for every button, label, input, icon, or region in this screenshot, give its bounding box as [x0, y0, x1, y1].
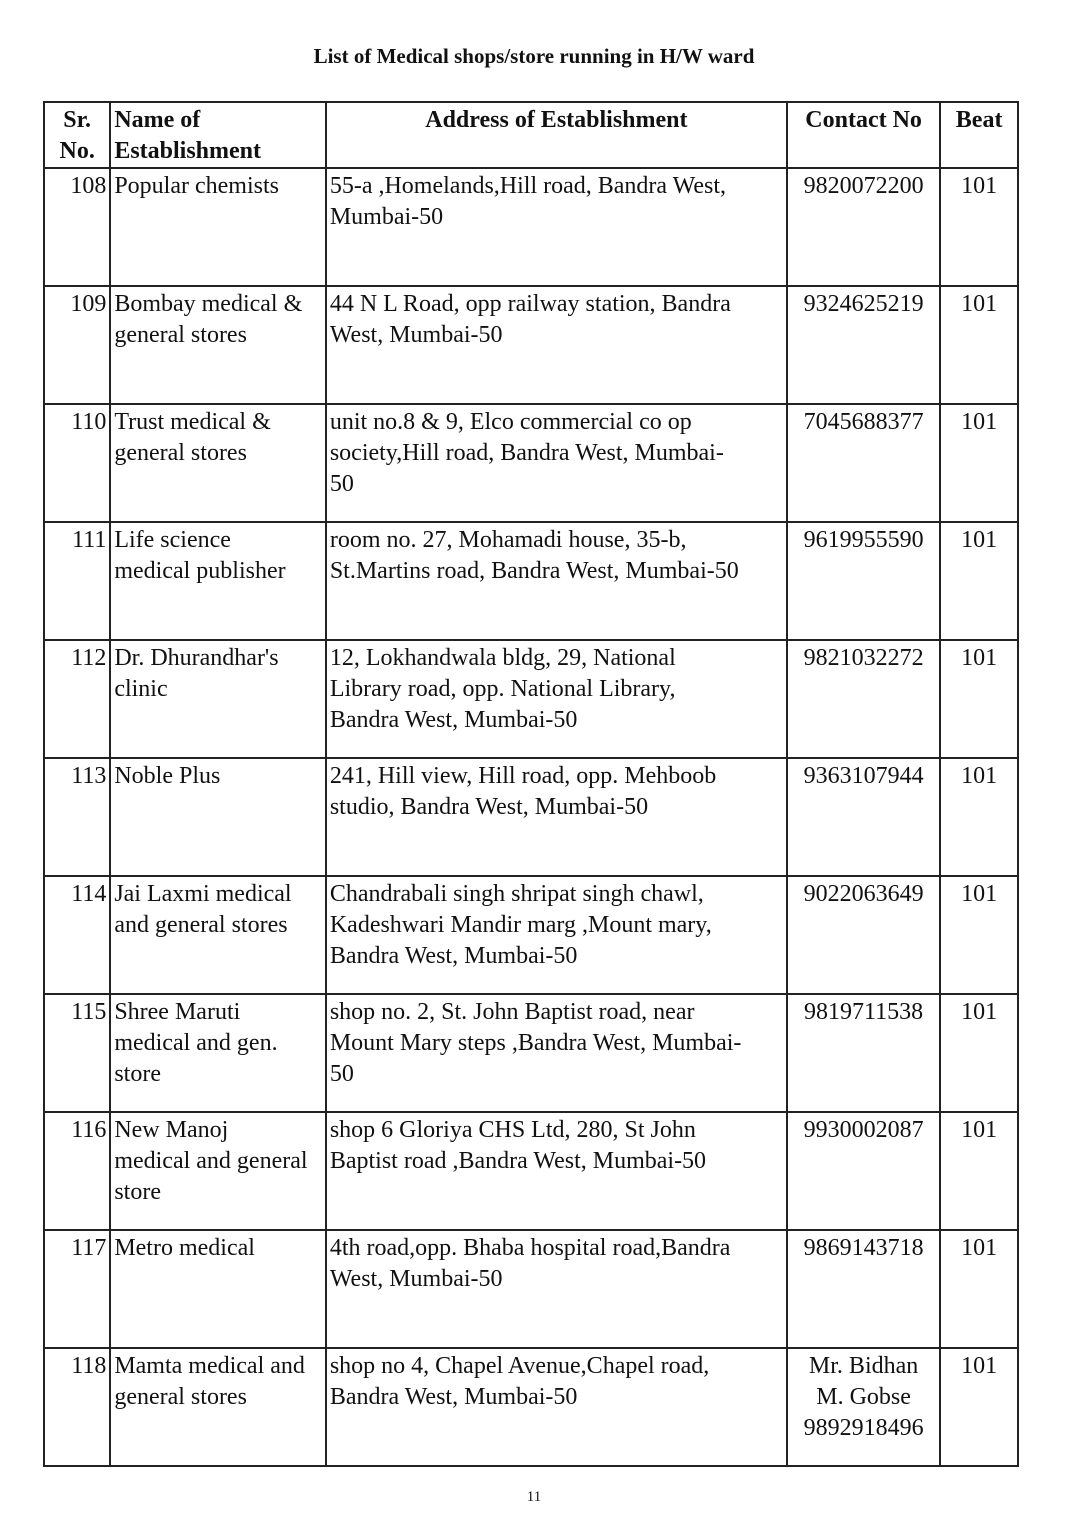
cell-sr-no: 117: [44, 1230, 110, 1348]
cell-name: [110, 1112, 326, 1230]
header-text: Name of: [114, 107, 201, 133]
cell-address-line: 50: [329, 471, 354, 497]
cell-address: [326, 1112, 787, 1230]
cell-contact-line: 9022063649: [803, 881, 924, 907]
cell-name-line: general stores: [114, 322, 247, 348]
cell-address: [326, 522, 787, 640]
cell-name: [110, 640, 326, 758]
cell-name-line: Shree Maruti: [114, 999, 241, 1025]
table-row: [44, 286, 1018, 404]
cell-address-line: shop no 4, Chapel Avenue,Chapel road,: [329, 1353, 710, 1379]
column-header-contact: Contact No: [787, 102, 940, 168]
cell-name-line: Metro medical: [114, 1235, 255, 1261]
cell-contact-line: 9892918496: [803, 1415, 924, 1441]
cell-name-line: Noble Plus: [114, 763, 221, 789]
cell-address: [326, 758, 787, 876]
cell-contact: [787, 168, 940, 286]
cell-address: [326, 168, 787, 286]
table-row: [44, 404, 1018, 522]
cell-address-line: 44 N L Road, opp railway station, Bandra: [329, 291, 731, 317]
cell-address-line: studio, Bandra West, Mumbai-50: [329, 794, 649, 820]
cell-address-line: 4th road,opp. Bhaba hospital road,Bandra: [329, 1235, 731, 1261]
cell-contact: [787, 522, 940, 640]
cell-sr-no: 108: [44, 168, 110, 286]
cell-contact-line: 9821032272: [803, 645, 924, 671]
cell-name: [110, 286, 326, 404]
cell-contact-line: Mr. Bidhan: [808, 1353, 919, 1379]
cell-address-line: Library road, opp. National Library,: [329, 676, 676, 702]
cell-name-line: general stores: [114, 440, 247, 466]
cell-contact: [787, 404, 940, 522]
cell-address-line: Mount Mary steps ,Bandra West, Mumbai-: [329, 1030, 742, 1056]
table-row: [44, 522, 1018, 640]
cell-address-line: Chandrabali singh shripat singh chawl,: [329, 881, 704, 907]
cell-address: [326, 286, 787, 404]
cell-address: [326, 404, 787, 522]
table-header-row: [44, 102, 1018, 168]
cell-beat: 101: [940, 522, 1018, 640]
cell-name-line: general stores: [114, 1384, 247, 1410]
table-row: [44, 758, 1018, 876]
cell-beat: 101: [940, 640, 1018, 758]
cell-contact-line: 9869143718: [803, 1235, 924, 1261]
cell-contact-line: 7045688377: [803, 409, 924, 435]
cell-contact: [787, 1112, 940, 1230]
cell-contact-line: 9820072200: [803, 173, 924, 199]
cell-beat: 101: [940, 286, 1018, 404]
column-header-beat: Beat: [940, 102, 1018, 168]
cell-address-line: Bandra West, Mumbai-50: [329, 1384, 578, 1410]
cell-address-line: St.Martins road, Bandra West, Mumbai-50: [329, 558, 739, 584]
table-row: [44, 876, 1018, 994]
cell-address-line: West, Mumbai-50: [329, 322, 503, 348]
table-row: [44, 994, 1018, 1112]
cell-address: [326, 994, 787, 1112]
cell-address: [326, 640, 787, 758]
cell-contact-line: 9930002087: [803, 1117, 924, 1143]
cell-sr-no: 115: [44, 994, 110, 1112]
cell-name-line: store: [114, 1061, 161, 1087]
cell-address-line: Bandra West, Mumbai-50: [329, 943, 578, 969]
cell-address-line: unit no.8 & 9, Elco commercial co op: [329, 409, 692, 435]
cell-sr-no: 116: [44, 1112, 110, 1230]
header-text: Sr.: [63, 107, 92, 133]
cell-contact-line: 9324625219: [803, 291, 924, 317]
cell-address-line: Mumbai-50: [329, 204, 444, 230]
cell-address-line: Kadeshwari Mandir marg ,Mount mary,: [329, 912, 712, 938]
cell-name-line: Dr. Dhurandhar's: [114, 645, 279, 671]
cell-contact-line: M. Gobse: [816, 1384, 911, 1410]
column-header-name: [110, 102, 326, 168]
cell-address-line: 55-a ,Homelands,Hill road, Bandra West,: [329, 173, 727, 199]
cell-contact: [787, 1348, 940, 1466]
cell-name-line: medical and gen.: [114, 1030, 278, 1056]
cell-name: [110, 994, 326, 1112]
cell-sr-no: 113: [44, 758, 110, 876]
table-row: [44, 1230, 1018, 1348]
cell-address-line: 241, Hill view, Hill road, opp. Mehboob: [329, 763, 717, 789]
medical-shops-table: [43, 101, 1019, 1467]
cell-name-line: Popular chemists: [114, 173, 279, 199]
cell-address: [326, 1230, 787, 1348]
cell-contact-line: 9819711538: [804, 999, 924, 1025]
cell-address: [326, 1348, 787, 1466]
cell-contact: [787, 286, 940, 404]
cell-beat: 101: [940, 168, 1018, 286]
table-body: [44, 168, 1018, 1466]
cell-sr-no: 109: [44, 286, 110, 404]
cell-address-line: Bandra West, Mumbai-50: [329, 707, 578, 733]
cell-name: [110, 404, 326, 522]
table-row: [44, 640, 1018, 758]
cell-sr-no: 111: [44, 522, 110, 640]
cell-name: [110, 1230, 326, 1348]
header-text: No.: [59, 138, 95, 164]
cell-name-line: Trust medical &: [114, 409, 271, 435]
cell-name-line: clinic: [114, 676, 168, 702]
cell-name-line: Mamta medical and: [114, 1353, 305, 1379]
cell-sr-no: 110: [44, 404, 110, 522]
cell-contact: [787, 758, 940, 876]
cell-contact-line: 9619955590: [803, 527, 924, 553]
cell-beat: 101: [940, 1112, 1018, 1230]
cell-beat: 101: [940, 1348, 1018, 1466]
column-header-address: Address of Establishment: [326, 102, 787, 168]
cell-beat: 101: [940, 404, 1018, 522]
table-row: [44, 168, 1018, 286]
cell-beat: 101: [940, 876, 1018, 994]
cell-contact: [787, 876, 940, 994]
cell-beat: 101: [940, 1230, 1018, 1348]
cell-sr-no: 112: [44, 640, 110, 758]
cell-address-line: Baptist road ,Bandra West, Mumbai-50: [329, 1148, 707, 1174]
cell-address-line: West, Mumbai-50: [329, 1266, 503, 1292]
cell-name-line: Jai Laxmi medical: [114, 881, 292, 907]
cell-name-line: store: [114, 1179, 161, 1205]
cell-address-line: room no. 27, Mohamadi house, 35-b,: [329, 527, 687, 553]
table-row: [44, 1112, 1018, 1230]
cell-sr-no: 114: [44, 876, 110, 994]
header-text: Establishment: [114, 138, 262, 164]
cell-name: [110, 876, 326, 994]
cell-name-line: Bombay medical &: [114, 291, 303, 317]
cell-beat: 101: [940, 994, 1018, 1112]
cell-name-line: and general stores: [114, 912, 288, 938]
cell-address-line: shop no. 2, St. John Baptist road, near: [329, 999, 695, 1025]
cell-name-line: medical publisher: [114, 558, 286, 584]
cell-sr-no: 118: [44, 1348, 110, 1466]
cell-name-line: New Manoj: [114, 1117, 229, 1143]
cell-contact-line: 9363107944: [803, 763, 924, 789]
table-row: [44, 1348, 1018, 1466]
cell-contact: [787, 1230, 940, 1348]
cell-address-line: society,Hill road, Bandra West, Mumbai-: [329, 440, 724, 466]
cell-address-line: shop 6 Gloriya CHS Ltd, 280, St John: [329, 1117, 696, 1143]
cell-name: [110, 758, 326, 876]
cell-beat: 101: [940, 758, 1018, 876]
column-header-sr-no: [44, 102, 110, 168]
page-title: List of Medical shops/store running in H/W ward: [313, 44, 755, 68]
cell-contact: [787, 994, 940, 1112]
page-number: 11: [526, 1489, 542, 1505]
cell-name: [110, 522, 326, 640]
cell-address-line: 12, Lokhandwala bldg, 29, National: [329, 645, 676, 671]
cell-address: [326, 876, 787, 994]
cell-name-line: Life science: [114, 527, 231, 553]
cell-contact: [787, 640, 940, 758]
cell-address-line: 50: [329, 1061, 354, 1087]
cell-name: [110, 168, 326, 286]
cell-name: [110, 1348, 326, 1466]
cell-name-line: medical and general: [114, 1148, 308, 1174]
